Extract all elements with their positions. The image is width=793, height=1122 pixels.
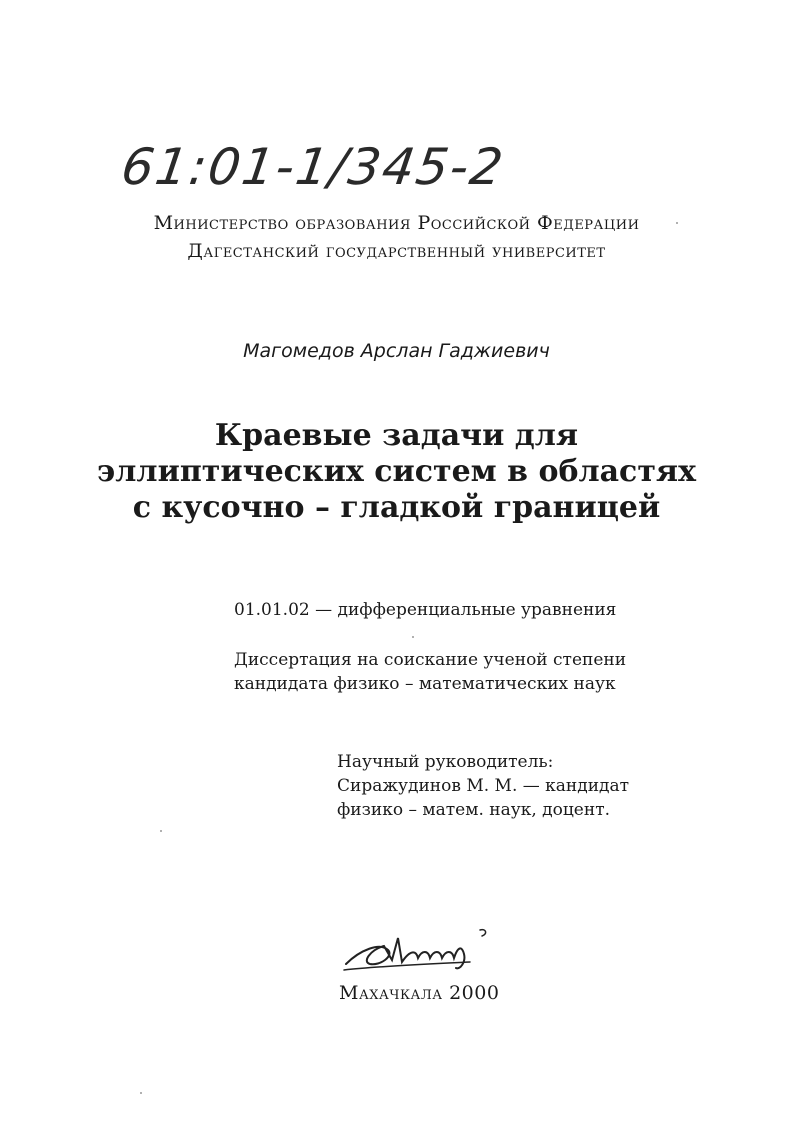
supervisor-rank: физико – матем. наук, доцент. [337,800,610,820]
thesis-title [0,418,793,526]
title-line: с кусочно – гладкой границей [132,490,661,525]
title-line: Краевые задачи для [214,418,579,453]
archive-code-handwritten: 61:01-1/345-2 [117,138,509,196]
city-and-year: Махачкала 2000 [339,982,500,1004]
specialty-code: 01.01.02 — дифференциальные уравнения [234,600,617,620]
scan-speck [140,1092,142,1094]
supervisor-label: Научный руководитель: [337,752,554,772]
author-name: Магомедов Арслан Гаджиевич [243,340,550,362]
degree-line: Диссертация на соискание ученой степени [234,650,627,670]
university-name: Дагестанский государственный университет [187,240,606,262]
scan-speck [412,636,414,638]
scan-speck [160,830,162,832]
supervisor-name: Сиражудинов М. М. — кандидат [337,776,630,796]
scan-speck [676,222,678,224]
degree-line: кандидата физико – математических наук [234,674,616,694]
title-line: эллиптических систем в областях [97,454,696,489]
ministry-name: Министерство образования Российской Федерации [153,212,640,234]
signature-image [340,920,500,980]
